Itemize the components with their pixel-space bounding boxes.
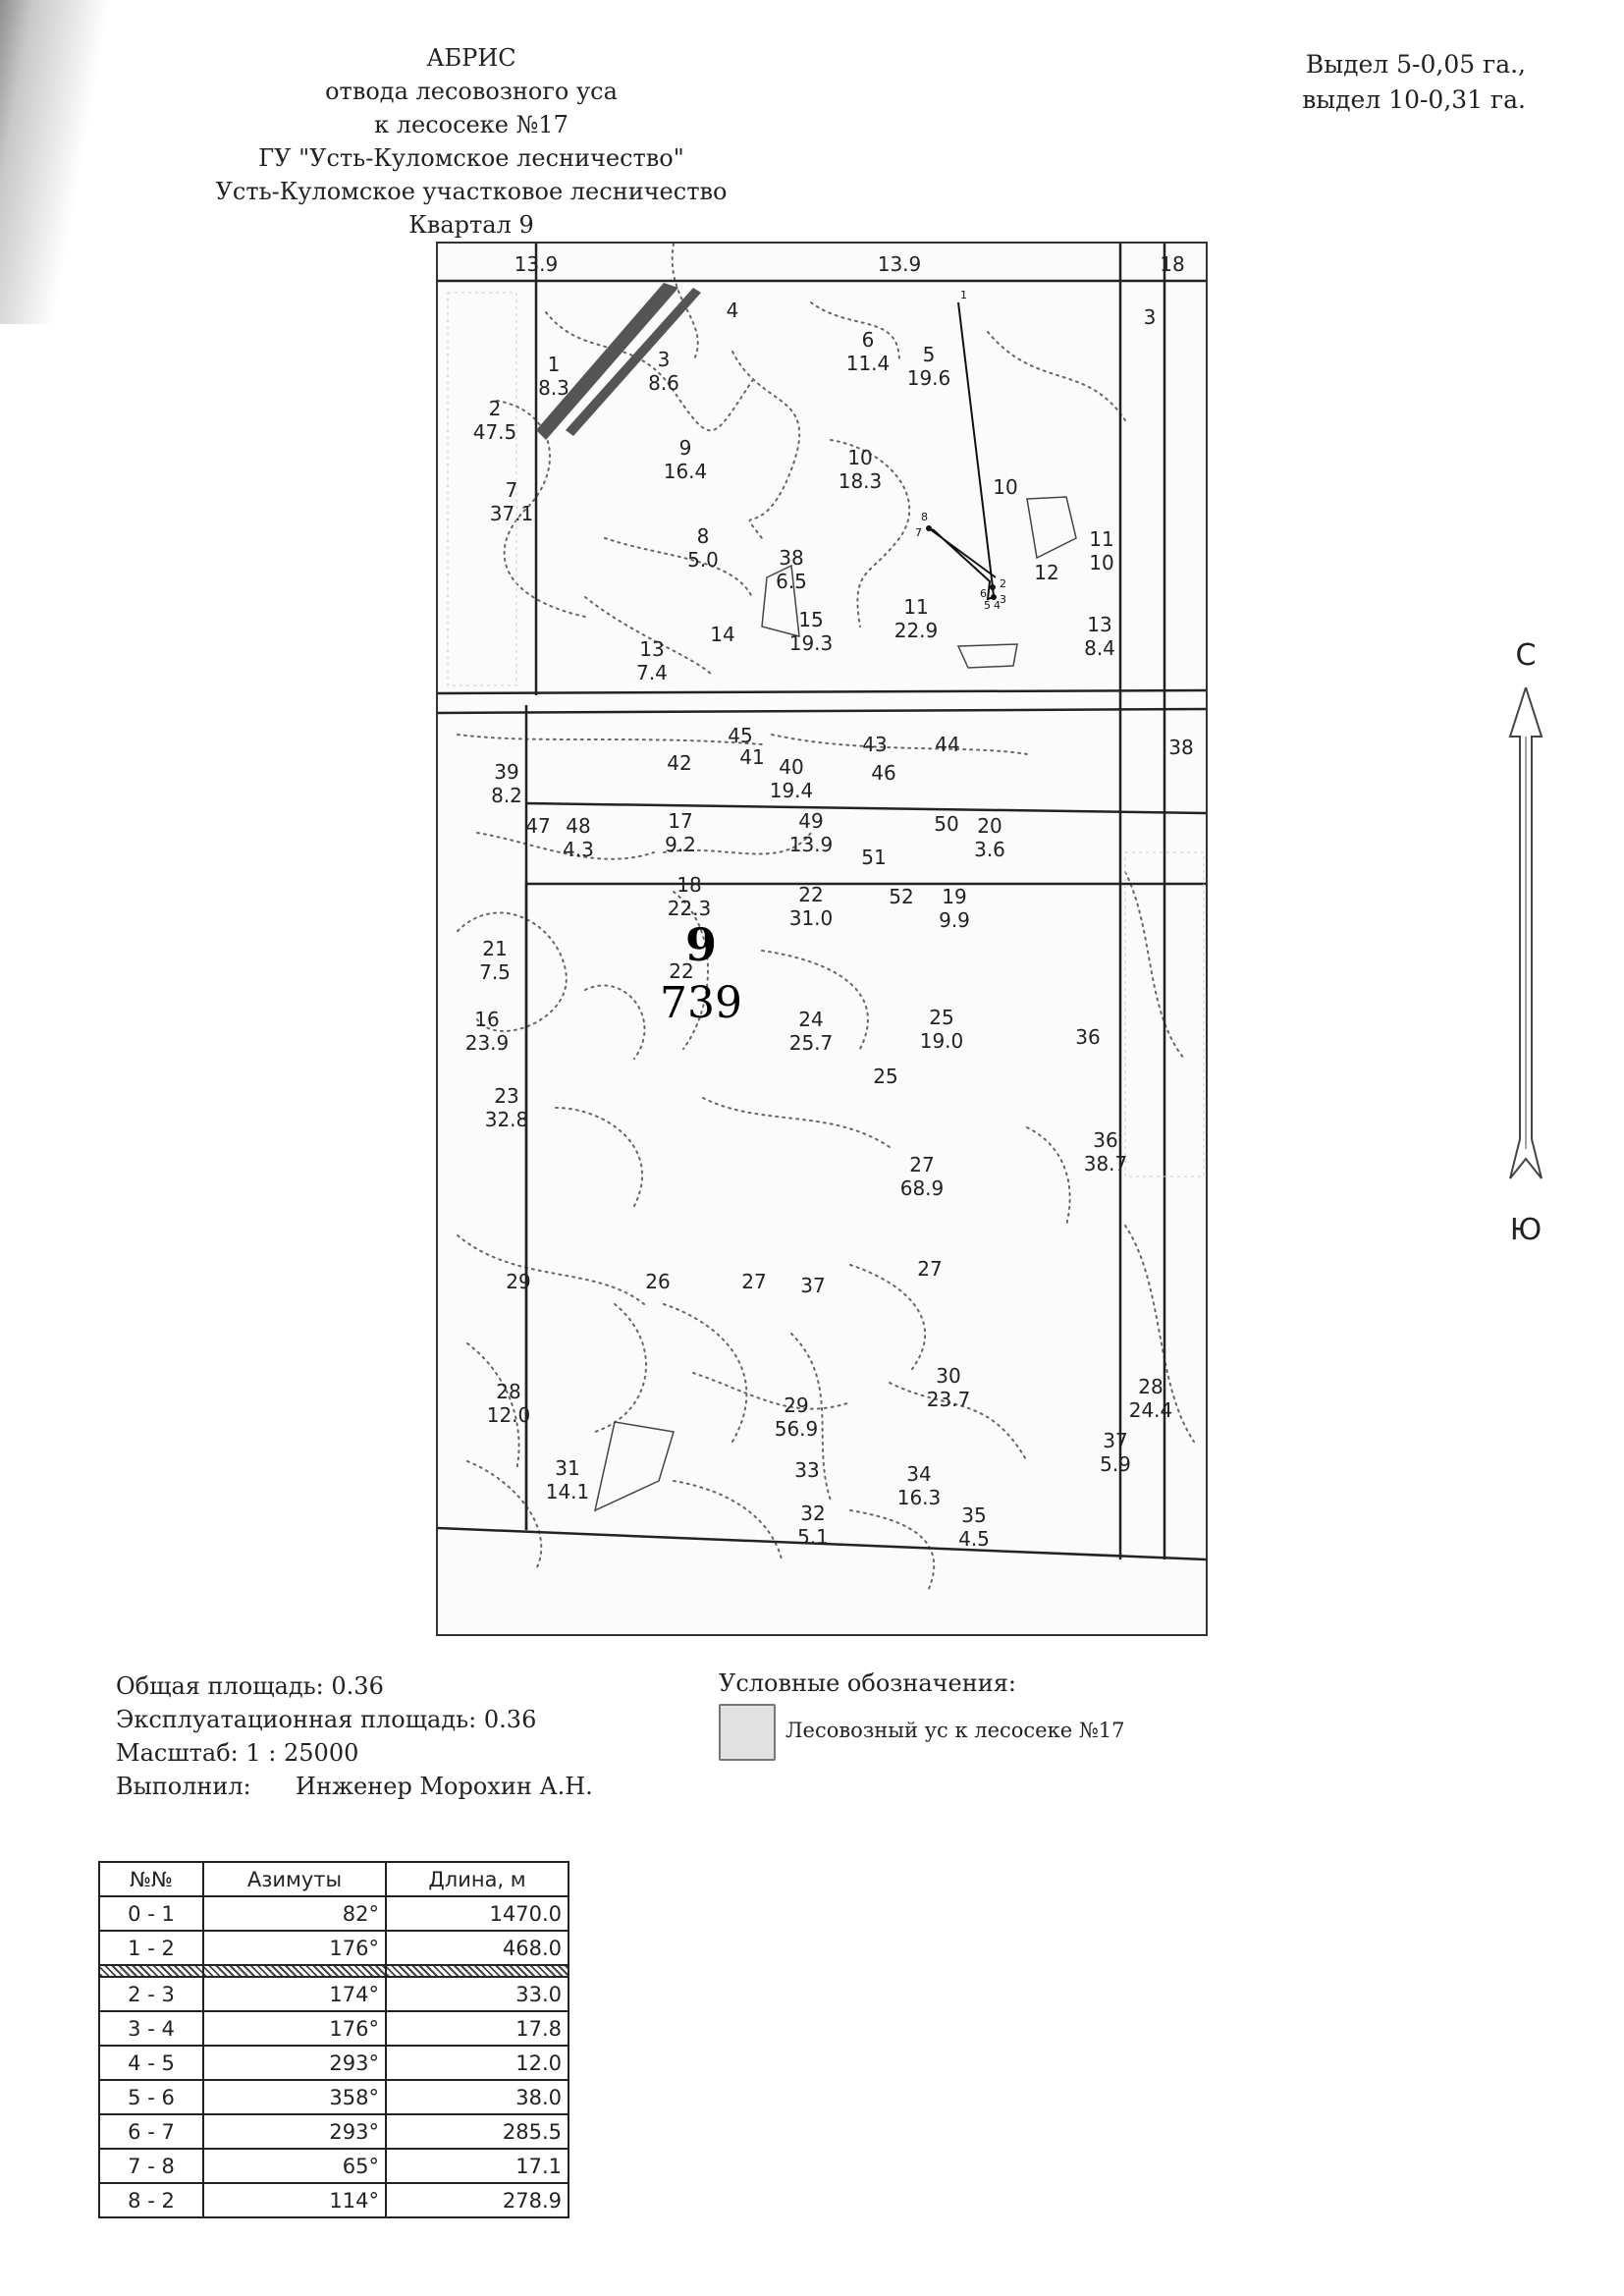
col-header-azimuth: Азимуты: [203, 1862, 386, 1896]
azimuth-cell: 358°: [203, 2080, 386, 2114]
vydel-number: 39: [494, 760, 519, 784]
length-cell: 278.9: [386, 2183, 568, 2217]
title-line-6: Квартал 9: [408, 211, 534, 239]
vydel-number: 18: [677, 873, 702, 897]
vydel-area: 23.7: [926, 1388, 971, 1411]
vydel-area: 10: [1089, 551, 1114, 574]
vydel-area: 12.0: [486, 1403, 531, 1427]
vydel-number: 10: [847, 446, 873, 469]
vydel-number: 1: [547, 353, 561, 376]
length-cell: 33.0: [386, 1977, 568, 2011]
vydel-number: 22: [669, 959, 694, 983]
route-point-label: 7: [915, 526, 922, 539]
segment-cell: 1 - 2: [99, 1931, 203, 1965]
vydel-number: 51: [861, 846, 887, 869]
segment-cell: 3 - 4: [99, 2011, 203, 2046]
vydel-number: 44: [935, 733, 960, 756]
vydel-number: 19: [942, 885, 967, 908]
vydel-number: 32: [800, 1502, 826, 1525]
vydel-area: 13.9: [788, 833, 834, 856]
vydel-number: 10: [993, 475, 1018, 499]
south-label: Ю: [1509, 1213, 1543, 1247]
table-body: [99, 1896, 568, 2217]
table-row: [99, 1977, 568, 2011]
table-row: [99, 2114, 568, 2149]
vydel-area: 22.3: [667, 897, 712, 920]
segment-cell: 2 - 3: [99, 1977, 203, 2011]
forest-map: [436, 242, 1208, 1636]
vydel-number: 11: [903, 595, 929, 619]
vydel-number: 41: [739, 745, 765, 769]
vydel-area: 19.6: [906, 366, 951, 390]
azimuth-cell: 293°: [203, 2114, 386, 2149]
col-header-length: Длина, м: [386, 1862, 568, 1896]
length-cell: 1470.0: [386, 1896, 568, 1931]
segment-cell: 6 - 7: [99, 2114, 203, 2149]
title-line-5: Усть-Куломское участковое лесничество: [215, 178, 728, 205]
hatch-cell: [203, 1965, 386, 1977]
azimuth-cell: 114°: [203, 2183, 386, 2217]
table-row: [99, 2046, 568, 2080]
vydel-area: 23.9: [464, 1031, 510, 1055]
route-point-label: 3: [1000, 593, 1006, 606]
vydel-number: 42: [667, 751, 692, 775]
vydel-number: 13: [639, 637, 665, 661]
vydel-area: 7.4: [636, 661, 668, 684]
vydel-number: 50: [934, 812, 959, 836]
vydel-area: 37.1: [489, 502, 534, 525]
azimuth-cell: 176°: [203, 2011, 386, 2046]
table-row: [99, 2149, 568, 2183]
vydel-number: 25: [873, 1065, 898, 1088]
table-row: [99, 2183, 568, 2217]
length-cell: 38.0: [386, 2080, 568, 2114]
vydel-number: 29: [784, 1394, 809, 1417]
vydel-area: 8.2: [491, 784, 522, 807]
vydel-area: 9.9: [939, 908, 970, 932]
exploit-area-row: [116, 1703, 593, 1736]
vydel-number: 25: [929, 1006, 954, 1029]
vydel-line-1: Выдел 5-0,05 га.,: [1305, 50, 1526, 79]
vydel-number: 30: [936, 1364, 961, 1388]
scale-row: [116, 1736, 593, 1770]
title-line-3: к лесосеке №17: [374, 111, 568, 138]
vydel-area: 4.5: [958, 1527, 990, 1551]
vydel-area: 19.0: [919, 1029, 964, 1053]
vydel-area: 16.3: [896, 1486, 942, 1509]
kvartal-area: 739: [660, 978, 742, 1028]
route-point-label: 2: [1000, 577, 1006, 590]
segment-cell: 7 - 8: [99, 2149, 203, 2183]
vydel-area: 56.9: [774, 1417, 819, 1441]
edge-label: 18: [1160, 252, 1185, 276]
vydel-area: 9.2: [665, 833, 696, 856]
vydel-area: 31.0: [788, 906, 834, 930]
vydel-number: 48: [566, 814, 591, 838]
table-row: [99, 1896, 568, 1931]
vydel-number: 43: [862, 733, 888, 756]
diagonal-road: [536, 283, 701, 440]
vydel-area: 6.5: [776, 570, 807, 593]
exploit-area-value: 0.36: [483, 1706, 537, 1733]
exploit-area-label: Эксплуатационная площадь:: [116, 1706, 477, 1733]
vydel-number: 36: [1075, 1025, 1101, 1049]
vydel-number: 35: [961, 1503, 987, 1527]
length-cell: 468.0: [386, 1931, 568, 1965]
edge-label: 13.9: [514, 252, 559, 276]
legend-item-label: Лесовозный ус к лесосеке №17: [785, 1719, 1125, 1742]
vydel-line-2: выдел 10-0,31 га.: [1302, 85, 1526, 114]
vydel-number: 47: [525, 814, 551, 838]
table-header-row: [99, 1862, 568, 1896]
vydel-number: 6: [861, 328, 875, 352]
vydel-number: 8: [696, 524, 710, 548]
vydel-number: 2: [488, 397, 502, 420]
title-line-1: АБРИС: [426, 44, 516, 72]
length-cell: 17.8: [386, 2011, 568, 2046]
vydel-area: 24.4: [1128, 1398, 1173, 1422]
vydel-number: 23: [494, 1084, 519, 1108]
route-point-label: 5: [984, 599, 991, 612]
legend-title: Условные обозначения:: [719, 1669, 1016, 1697]
title-line-4: ГУ "Усть-Куломское лесничество": [258, 144, 684, 172]
vydel-area: 4.3: [563, 838, 594, 861]
vydel-area: 25.7: [788, 1031, 834, 1055]
azimuth-cell: 176°: [203, 1931, 386, 1965]
segment-cell: 8 - 2: [99, 2183, 203, 2217]
vydel-area: 32.8: [484, 1108, 529, 1131]
compass-arrow-icon: [1496, 687, 1555, 1198]
length-cell: 17.1: [386, 2149, 568, 2183]
north-label: С: [1515, 638, 1537, 673]
segment-cell: 5 - 6: [99, 2080, 203, 2114]
vydel-number: 34: [906, 1462, 932, 1486]
route-point-label: 8: [921, 511, 928, 523]
vydel-area: 7.5: [479, 960, 511, 984]
col-header-number: №№: [99, 1862, 203, 1896]
vydel-area: 3.6: [974, 838, 1005, 861]
vydel-number: 4: [726, 299, 739, 322]
vydel-number: 31: [555, 1456, 580, 1480]
vydel-labels: [465, 299, 1194, 1551]
vydel-number: 38: [779, 546, 804, 570]
vydel-number: 29: [506, 1270, 531, 1293]
vydel-number: 28: [496, 1380, 521, 1403]
summary-block: [116, 1669, 593, 1803]
vydel-number: 28: [1138, 1375, 1164, 1398]
scan-shadow: [0, 0, 128, 324]
vydel-area: 8.6: [648, 371, 679, 395]
vydel-number: 37: [1103, 1429, 1128, 1452]
vydel-number: 3: [1143, 305, 1157, 329]
table-row: [99, 2080, 568, 2114]
vydel-area: 19.4: [769, 779, 814, 802]
edge-labels: [514, 252, 1185, 276]
table-break-row: [99, 1965, 568, 1977]
vydel-number: 15: [798, 608, 824, 631]
vydel-area: 5.9: [1100, 1452, 1131, 1476]
vydel-number: 11: [1089, 527, 1114, 551]
vydel-area: 5.0: [687, 548, 719, 572]
vydel-number: 52: [889, 885, 914, 908]
vydel-number: 22: [798, 883, 824, 906]
vydel-number: 14: [710, 623, 735, 646]
route-point-label: 6: [980, 587, 987, 600]
vydel-area: 38.7: [1083, 1152, 1128, 1175]
vydel-number: 27: [917, 1257, 943, 1281]
vydel-number: 20: [977, 814, 1002, 838]
segment-cell: 0 - 1: [99, 1896, 203, 1931]
vydel-number: 3: [657, 348, 671, 371]
vydel-number: 45: [728, 724, 753, 747]
kvartal-number: 9: [684, 918, 718, 971]
vydel-number: 37: [800, 1274, 826, 1297]
scale-value: 1 : 25000: [245, 1739, 359, 1767]
route-point-label: 4: [994, 599, 1001, 612]
vydel-area: 11.4: [845, 352, 891, 375]
vydel-area: 16.4: [663, 460, 708, 483]
length-cell: 285.5: [386, 2114, 568, 2149]
vydel-area: 8.4: [1084, 636, 1115, 660]
legend-swatch: [719, 1704, 776, 1761]
vydel-number: 17: [668, 809, 693, 833]
vydel-area: 22.9: [893, 619, 939, 642]
total-area-value: 0.36: [331, 1672, 384, 1700]
vydel-number: 9: [678, 436, 692, 460]
segment-cell: 4 - 5: [99, 2046, 203, 2080]
vydel-number: 36: [1093, 1128, 1118, 1152]
vydel-number: 13: [1087, 613, 1112, 636]
vydel-number: 38: [1168, 736, 1194, 759]
vydel-number: 5: [922, 343, 936, 366]
table-row: [99, 1931, 568, 1965]
document-title: [137, 41, 805, 242]
vydel-number: 46: [871, 761, 896, 785]
vydel-number: 27: [909, 1153, 935, 1176]
author-row: [116, 1770, 593, 1803]
vydel-number: 49: [798, 809, 824, 833]
vydel-info: [1302, 47, 1526, 118]
vydel-area: 8.3: [538, 376, 569, 400]
vydel-number: 16: [474, 1008, 500, 1031]
length-cell: 12.0: [386, 2046, 568, 2080]
vydel-area: 14.1: [545, 1480, 590, 1503]
vydel-area: 68.9: [899, 1176, 945, 1200]
vydel-number: 26: [645, 1270, 671, 1293]
total-area-label: Общая площадь:: [116, 1672, 324, 1700]
table-row: [99, 2011, 568, 2046]
scale-label: Масштаб:: [116, 1739, 239, 1767]
vydel-number: 27: [741, 1270, 767, 1293]
north-arrow: [1496, 638, 1555, 1247]
author-value: Инженер Морохин А.Н.: [296, 1773, 593, 1800]
vydel-number: 12: [1034, 561, 1059, 584]
azimuth-cell: 82°: [203, 1896, 386, 1931]
vydel-number: 40: [779, 755, 804, 779]
total-area-row: [116, 1669, 593, 1703]
azimuth-cell: 65°: [203, 2149, 386, 2183]
hatch-cell: [99, 1965, 203, 1977]
vydel-area: 47.5: [472, 420, 517, 444]
vydel-number: 7: [505, 478, 518, 502]
route-line: [929, 302, 996, 599]
vydel-number: 24: [798, 1008, 824, 1031]
azimuth-cell: 174°: [203, 1977, 386, 2011]
route-point-label: 1: [960, 289, 967, 301]
hatch-cell: [386, 1965, 568, 1977]
vydel-area: 19.3: [788, 631, 834, 655]
vydel-area: 5.1: [797, 1525, 829, 1549]
author-label: Выполнил:: [116, 1773, 251, 1800]
azimuth-table: [98, 1861, 569, 2218]
azimuth-cell: 293°: [203, 2046, 386, 2080]
edge-label: 13.9: [877, 252, 922, 276]
title-line-2: отвода лесовозного уса: [325, 78, 618, 105]
map-drawing: [438, 244, 1206, 1634]
vydel-number: 33: [794, 1458, 820, 1482]
vydel-number: 21: [482, 937, 508, 960]
vydel-area: 18.3: [838, 469, 883, 493]
